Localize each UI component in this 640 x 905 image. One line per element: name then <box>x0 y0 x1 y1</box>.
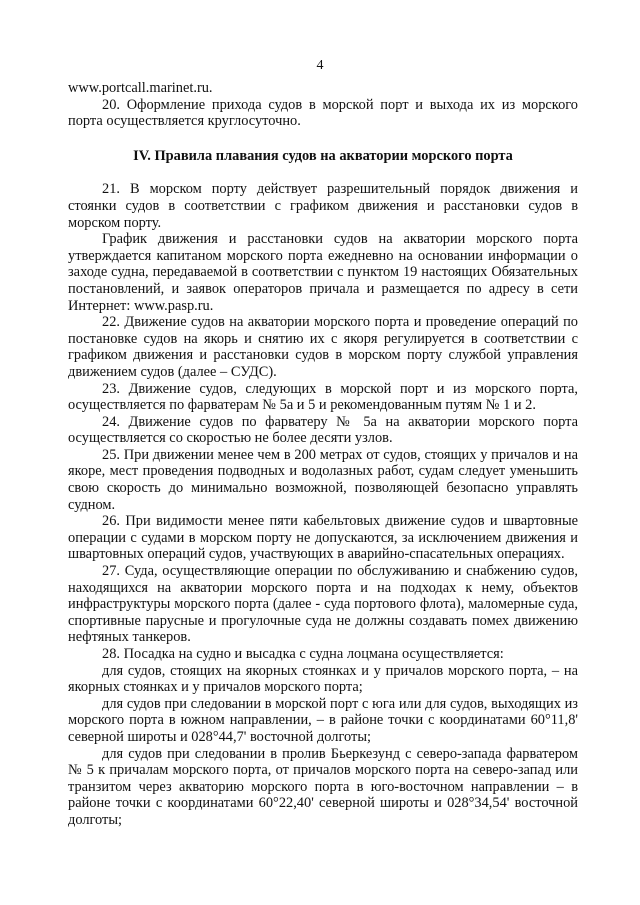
paragraph-21-schedule: График движения и расстановки судов на акватории морского порта утверждается капитаном морского порта ежедневно на основании информации о заходе судна, передаваемой в соответствии с пунктом 19 настоящих Обязательных постановлений, и заявок операторов причала и размещается по адресу в сети Интернет: www.pasp.ru. <box>68 231 578 314</box>
paragraph-28-anchorage: для судов, стоящих на якорных стоянках и у причалов морского порта, – на якорных стоянках и у причалов морского порта; <box>68 662 578 696</box>
paragraph-21: 21. В морском порту действует разрешительный порядок движения и стоянки судов в соответствии с графиком движения и расстановки судов в морском порту. <box>68 181 578 231</box>
paragraph-25: 25. При движении менее чем в 200 метрах от судов, стоящих у причалов и на якоре, мест проведения подводных и водолазных работ, судам следует уменьшить свою скорость до минимально возможной, позволяющей безопасно управлять судном. <box>68 446 578 513</box>
paragraph-28-northwest: для судов при следовании в пролив Бьеркезунд с северо-запада фарватером № 5 к причалам морского порта, от причалов морского порта на северо-запад или транзитом через акваторию морского порта в юго-восточном направлении – в районе точки с координатами 60°22,40' северной широты и 028°34,54' восточной долготы; <box>68 745 578 828</box>
paragraph-24: 24. Движение судов по фарватеру № 5а на акватории морского порта осуществляется со скоростью не более десяти узлов. <box>68 413 578 447</box>
page-number: 4 <box>316 58 324 73</box>
paragraph-20: 20. Оформление прихода судов в морской порт и выхода их из морского порта осуществляется круглосуточно. <box>68 96 578 130</box>
paragraph-28: 28. Посадка на судно и высадка с судна лоцмана осуществляется: <box>102 646 504 662</box>
document-body <box>68 80 578 829</box>
paragraph-26: 26. При видимости менее пяти кабельтовых движение судов и швартовные операции с судами в морском порту не допускаются, за исключением движения и швартовных операций судов, участвующих в аварийно-спасательных операциях. <box>68 513 578 563</box>
url-line: www.portcall.marinet.ru. <box>68 80 213 96</box>
paragraph-28-south: для судов при следовании в морской порт с юга или для судов, выходящих из морского порта в южном направлении, – в районе точки с координатами 60°11,8' северной широты и 028°44,7' восточной долготы; <box>68 695 578 745</box>
section-heading: IV. Правила плавания судов на акватории морского порта <box>133 147 513 164</box>
paragraph-23: 23. Движение судов, следующих в морской порт и из морского порта, осуществляется по фарватерам № 5а и 5 и рекомендованным путям № 1 и 2. <box>68 380 578 414</box>
paragraph-27: 27. Суда, осуществляющие операции по обслуживанию и снабжению судов, находящихся на акватории морского порта и на подходах к нему, объектов инфраструктуры морского порта (далее - суда портового флота), маломерные суда, спортивные парусные и прогулочные суда не должны создавать помех движению нефтяных танкеров. <box>68 563 578 646</box>
paragraph-22: 22. Движение судов на акватории морского порта и проведение операций по постановке судов на якорь и снятию их с якоря регулируется в соответствии с графиком движения и расстановки судов в морском порту службой управления движением судов (далее – СУДС). <box>68 314 578 380</box>
